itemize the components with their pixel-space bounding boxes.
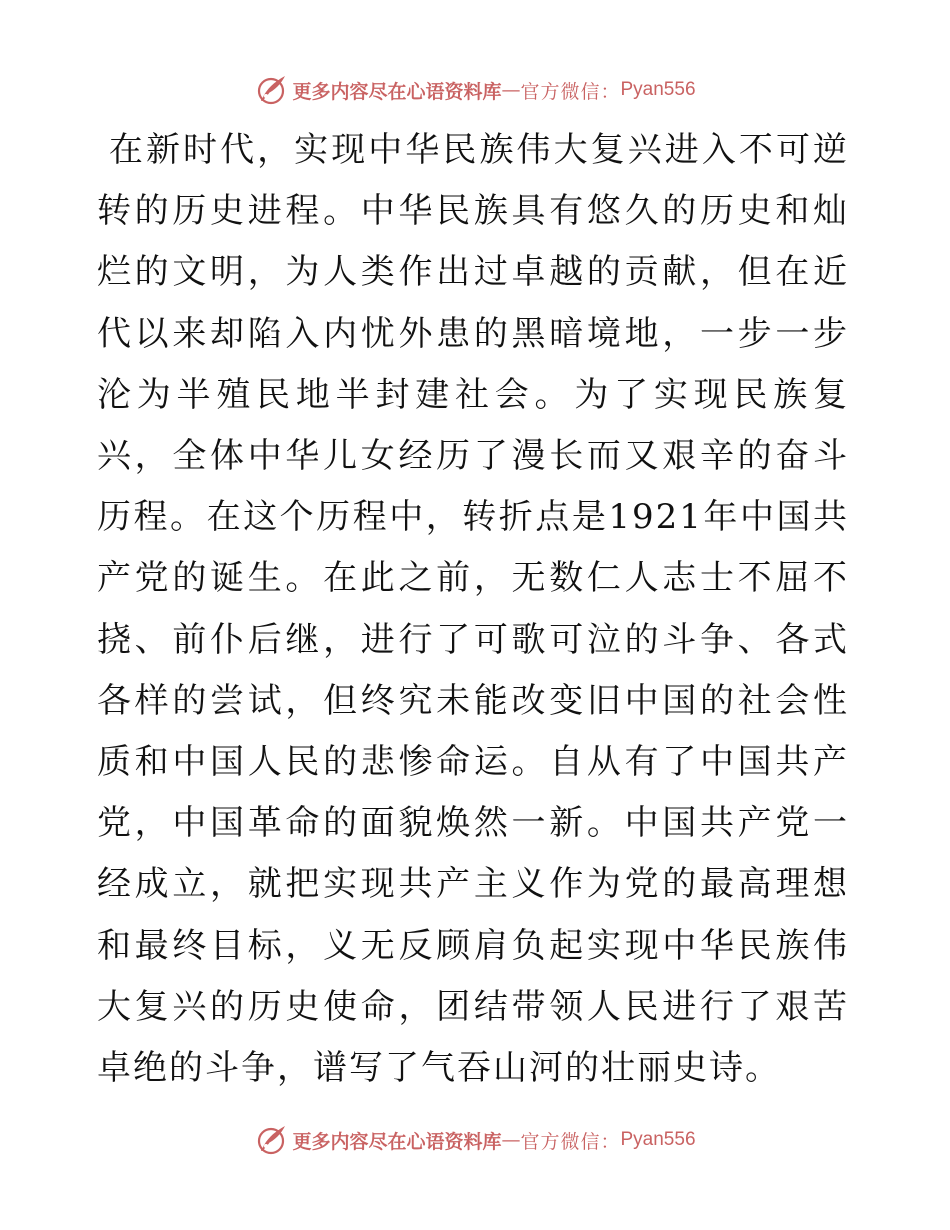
footer-brand-text: 更多内容尽在心语资料库 <box>292 1130 502 1153</box>
footer-wechat-label: 官方微信： <box>520 1130 621 1153</box>
footer-dash: — <box>501 1129 521 1151</box>
header-brand-text: 更多内容尽在心语资料库 <box>292 80 502 103</box>
header-wechat-label: 官方微信： <box>520 80 621 103</box>
footer-wechat-id: Pyan556 <box>620 1129 696 1150</box>
header-wechat-id: Pyan556 <box>620 79 696 100</box>
feather-quill-logo-icon <box>254 73 288 107</box>
header-dash: — <box>501 79 521 101</box>
body-paragraph: 在新时代，实现中华民族伟大复兴进入不可逆转的历史进程。中华民族具有悠久的历史和灿烂的文明，为人类作出过卓越的贡献，但在近代以来却陷入内忧外患的黑暗境地，一步一步沦为半殖民地半封建社会。为了实现民族复兴，全体中华儿女经历了漫长而又艰辛的奋斗历程。在这个历程中，转折点是1921年中国共产党的诞生。在此之前，无数仁人志士不屈不挠、前仆后继，进行了可歌可泣的斗争、各式各样的尝试，但终究未能改变旧中国的社会性质和中国人民的悲惨命运。自从有了中国共产党，中国革命的面貌焕然一新。中国共产党一经成立，就把实现共产主义作为党的最高理想和最终目标，义无反顾肩负起实现中华民族伟大复兴的历史使命，团结带领人民进行了艰苦卓绝的斗争，谱写了气吞山河的壮丽史诗。 <box>97 130 849 1089</box>
header-banner <box>0 70 950 110</box>
document-body <box>97 120 849 1099</box>
feather-quill-logo-icon <box>254 1123 288 1157</box>
footer-banner <box>0 1120 950 1160</box>
